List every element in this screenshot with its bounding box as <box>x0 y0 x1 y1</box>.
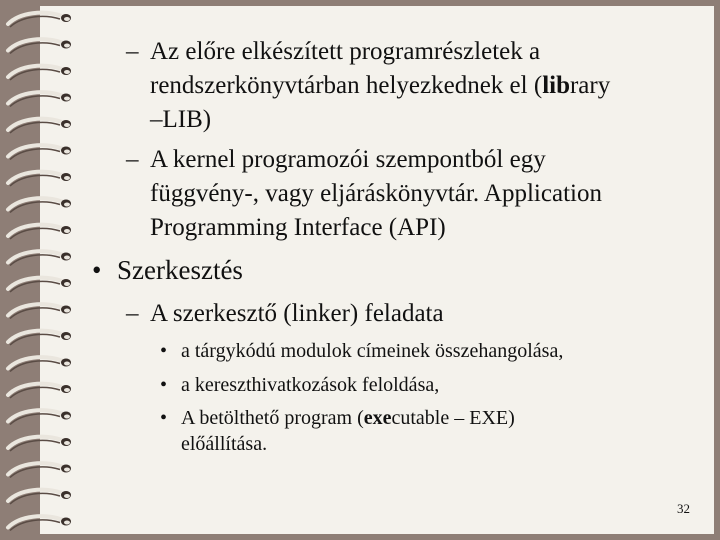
dash-marker: – <box>126 300 139 327</box>
bullet-heading: Szerkesztés <box>117 255 243 285</box>
sub-sub-bullet-line: előállítása. <box>181 433 268 455</box>
bullet-marker: • <box>160 340 168 362</box>
sub-bullet-line: A szerkesztő (linker) feladata <box>150 300 444 327</box>
bullet-marker: • <box>92 255 102 285</box>
sub-sub-bullet-line: a tárgykódú modulok címeinek összehangolása, <box>181 340 564 362</box>
sub-bullet-line: Programming Interface (API) <box>150 214 446 241</box>
sub-bullet-line: Az előre elkészített programrészletek a <box>150 38 541 65</box>
bullet-marker: • <box>160 374 168 396</box>
bullet-marker: • <box>160 407 168 429</box>
sub-sub-bullet-line: A betölthető program (executable – EXE) <box>181 407 515 429</box>
sub-bullet-line: –LIB) <box>150 106 212 133</box>
sub-bullet-line: rendszerkönyvtárban helyezkednek el (library <box>150 72 611 99</box>
page-number: 32 <box>677 501 690 516</box>
dash-marker: – <box>126 146 139 173</box>
sub-bullet-line: függvény-, vagy eljáráskönyvtár. Application <box>150 180 602 207</box>
dash-marker: – <box>126 38 139 65</box>
sub-bullet-line: A kernel programozói szempontból egy <box>150 146 546 173</box>
sub-sub-bullet-line: a kereszthivatkozások feloldása, <box>181 374 440 396</box>
